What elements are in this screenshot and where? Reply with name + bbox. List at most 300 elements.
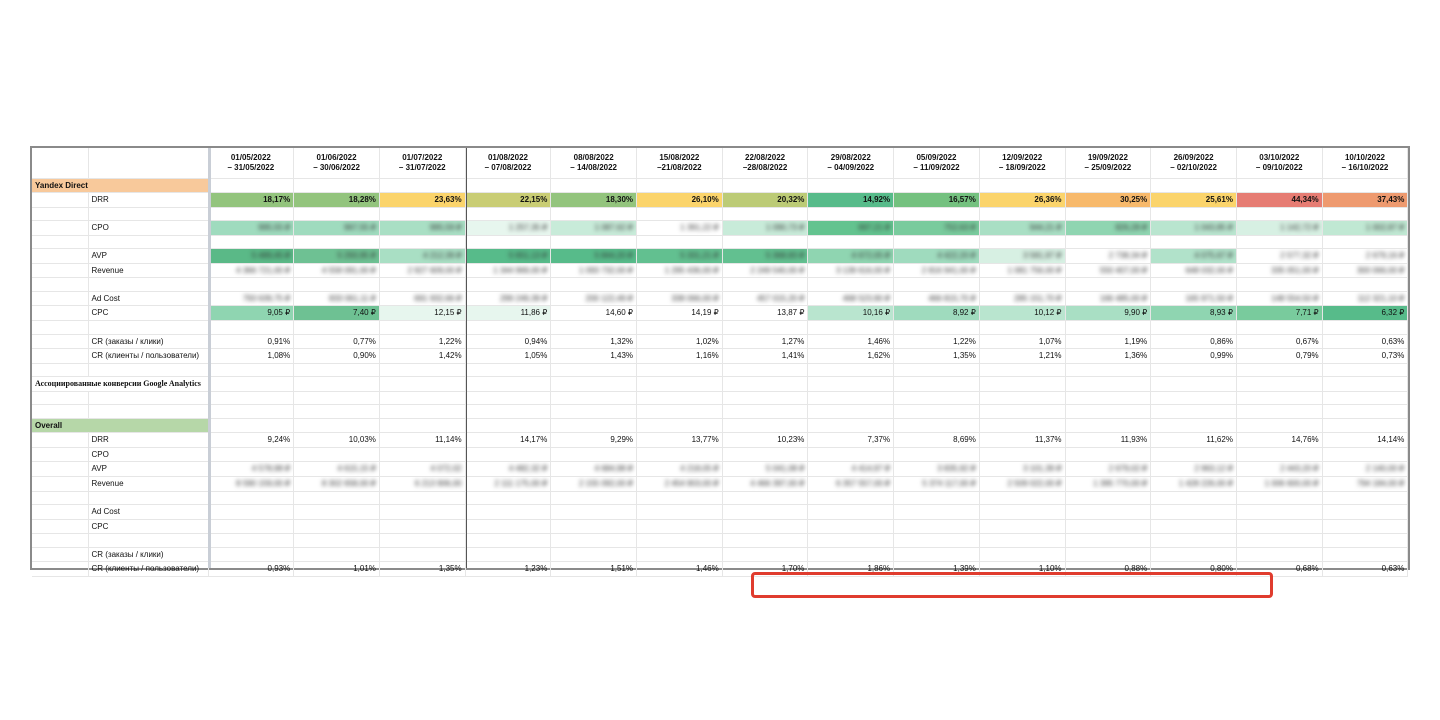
- cell[interactable]: [979, 405, 1065, 419]
- cell[interactable]: [894, 207, 980, 221]
- value-cell[interactable]: [808, 306, 894, 321]
- cell[interactable]: [551, 178, 637, 193]
- value-cell[interactable]: [808, 462, 894, 477]
- value-cell[interactable]: [808, 249, 894, 264]
- cell[interactable]: [551, 235, 637, 249]
- cell[interactable]: [1065, 178, 1151, 193]
- cell[interactable]: [379, 519, 465, 534]
- value-cell[interactable]: [722, 476, 808, 491]
- value-cell[interactable]: [722, 462, 808, 477]
- cell[interactable]: [379, 235, 465, 249]
- cell[interactable]: [808, 363, 894, 377]
- cell[interactable]: [379, 207, 465, 221]
- cell[interactable]: [894, 363, 980, 377]
- cell[interactable]: [379, 418, 465, 433]
- cell[interactable]: [1065, 278, 1151, 292]
- value-cell[interactable]: [1322, 291, 1408, 306]
- cell[interactable]: [1151, 505, 1237, 520]
- cell[interactable]: [32, 221, 88, 236]
- cell[interactable]: [808, 391, 894, 405]
- cell[interactable]: [894, 178, 980, 193]
- cell[interactable]: [808, 178, 894, 193]
- value-cell[interactable]: [551, 433, 637, 448]
- cell[interactable]: [208, 491, 294, 505]
- cell[interactable]: [465, 519, 551, 534]
- cell[interactable]: [32, 306, 88, 321]
- value-cell[interactable]: [1322, 263, 1408, 278]
- value-cell[interactable]: [808, 193, 894, 208]
- cell[interactable]: [551, 391, 637, 405]
- cell[interactable]: [637, 505, 723, 520]
- cell[interactable]: [32, 249, 88, 264]
- value-cell[interactable]: [979, 476, 1065, 491]
- cell[interactable]: [32, 505, 88, 520]
- value-cell[interactable]: [979, 462, 1065, 477]
- period-header[interactable]: [465, 148, 551, 178]
- value-cell[interactable]: [294, 306, 380, 321]
- cell[interactable]: [551, 405, 637, 419]
- value-cell[interactable]: [808, 291, 894, 306]
- value-cell[interactable]: [722, 334, 808, 349]
- cell[interactable]: [894, 235, 980, 249]
- cell[interactable]: [465, 505, 551, 520]
- cell[interactable]: [551, 534, 637, 548]
- cell[interactable]: [208, 418, 294, 433]
- cell[interactable]: [32, 263, 88, 278]
- cell[interactable]: [1065, 377, 1151, 392]
- cell[interactable]: [1236, 491, 1322, 505]
- cell[interactable]: [722, 491, 808, 505]
- value-cell[interactable]: [1065, 306, 1151, 321]
- cell[interactable]: [894, 519, 980, 534]
- value-cell[interactable]: [465, 349, 551, 364]
- value-cell[interactable]: [979, 562, 1065, 577]
- value-cell[interactable]: [808, 349, 894, 364]
- cell[interactable]: [465, 391, 551, 405]
- cell[interactable]: [208, 207, 294, 221]
- cell[interactable]: [1322, 178, 1408, 193]
- cell[interactable]: [637, 235, 723, 249]
- cell[interactable]: [1065, 207, 1151, 221]
- cell[interactable]: [1322, 519, 1408, 534]
- cell[interactable]: [1322, 534, 1408, 548]
- value-cell[interactable]: [379, 193, 465, 208]
- value-cell[interactable]: [1322, 334, 1408, 349]
- value-cell[interactable]: [979, 334, 1065, 349]
- metric-label-cr_orders[interactable]: CR (заказы / клики): [88, 334, 208, 349]
- cell[interactable]: [88, 391, 208, 405]
- value-cell[interactable]: [637, 334, 723, 349]
- cell[interactable]: [551, 363, 637, 377]
- cell[interactable]: [1322, 377, 1408, 392]
- cell[interactable]: [979, 278, 1065, 292]
- cell[interactable]: [894, 447, 980, 462]
- cell[interactable]: [1151, 363, 1237, 377]
- cell[interactable]: [551, 519, 637, 534]
- cell[interactable]: [1236, 178, 1322, 193]
- value-cell[interactable]: [722, 249, 808, 264]
- metric-label-adcost[interactable]: Ad Cost: [88, 505, 208, 520]
- cell[interactable]: [465, 405, 551, 419]
- cell[interactable]: [1151, 405, 1237, 419]
- metric-label-cr_orders[interactable]: CR (заказы / клики): [88, 547, 208, 562]
- cell[interactable]: [465, 207, 551, 221]
- cell[interactable]: [32, 349, 88, 364]
- value-cell[interactable]: [1236, 306, 1322, 321]
- value-cell[interactable]: [379, 349, 465, 364]
- cell[interactable]: [1236, 235, 1322, 249]
- value-cell[interactable]: [1322, 221, 1408, 236]
- cell[interactable]: [465, 178, 551, 193]
- cell[interactable]: [32, 235, 88, 249]
- value-cell[interactable]: [551, 462, 637, 477]
- cell[interactable]: [208, 547, 294, 562]
- metric-label-drr[interactable]: DRR: [88, 193, 208, 208]
- value-cell[interactable]: [1151, 221, 1237, 236]
- value-cell[interactable]: [1236, 263, 1322, 278]
- value-cell[interactable]: [551, 263, 637, 278]
- cell[interactable]: [637, 547, 723, 562]
- cell[interactable]: [1322, 320, 1408, 334]
- value-cell[interactable]: [1236, 221, 1322, 236]
- cell[interactable]: [808, 207, 894, 221]
- value-cell[interactable]: [208, 249, 294, 264]
- cell[interactable]: [979, 235, 1065, 249]
- cell[interactable]: [722, 547, 808, 562]
- value-cell[interactable]: [894, 291, 980, 306]
- cell[interactable]: [722, 534, 808, 548]
- value-cell[interactable]: [1236, 462, 1322, 477]
- cell[interactable]: [808, 447, 894, 462]
- cell[interactable]: [1065, 235, 1151, 249]
- cell[interactable]: [1236, 377, 1322, 392]
- value-cell[interactable]: [1065, 334, 1151, 349]
- cell[interactable]: [894, 278, 980, 292]
- value-cell[interactable]: [808, 334, 894, 349]
- cell[interactable]: [637, 405, 723, 419]
- cell[interactable]: [379, 505, 465, 520]
- cell[interactable]: [1322, 278, 1408, 292]
- cell[interactable]: [979, 491, 1065, 505]
- cell[interactable]: [1065, 363, 1151, 377]
- section-header-ga[interactable]: Ассоциированные конверсии Google Analytics: [32, 377, 208, 392]
- cell[interactable]: [379, 534, 465, 548]
- value-cell[interactable]: [808, 476, 894, 491]
- cell[interactable]: [979, 207, 1065, 221]
- cell[interactable]: [1236, 519, 1322, 534]
- value-cell[interactable]: [808, 433, 894, 448]
- cell[interactable]: [979, 178, 1065, 193]
- value-cell[interactable]: [637, 263, 723, 278]
- cell[interactable]: [1065, 447, 1151, 462]
- value-cell[interactable]: [294, 349, 380, 364]
- value-cell[interactable]: [1151, 263, 1237, 278]
- period-header[interactable]: [208, 148, 294, 178]
- cell[interactable]: [894, 491, 980, 505]
- cell[interactable]: [637, 207, 723, 221]
- value-cell[interactable]: [979, 193, 1065, 208]
- value-cell[interactable]: [979, 249, 1065, 264]
- cell[interactable]: [1151, 178, 1237, 193]
- value-cell[interactable]: [294, 433, 380, 448]
- cell[interactable]: [551, 207, 637, 221]
- cell[interactable]: [1065, 547, 1151, 562]
- cell[interactable]: [32, 433, 88, 448]
- cell[interactable]: [32, 447, 88, 462]
- cell[interactable]: [1236, 391, 1322, 405]
- cell[interactable]: [465, 278, 551, 292]
- cell[interactable]: [1065, 391, 1151, 405]
- cell[interactable]: [294, 377, 380, 392]
- value-cell[interactable]: [465, 334, 551, 349]
- value-cell[interactable]: [1065, 193, 1151, 208]
- cell[interactable]: [1236, 405, 1322, 419]
- cell[interactable]: [208, 391, 294, 405]
- value-cell[interactable]: [979, 263, 1065, 278]
- cell[interactable]: [32, 291, 88, 306]
- cell[interactable]: [32, 562, 88, 577]
- cell[interactable]: [808, 405, 894, 419]
- metric-label-cr_clients[interactable]: CR (клиенты / пользователи): [88, 349, 208, 364]
- value-cell[interactable]: [979, 433, 1065, 448]
- cell[interactable]: [379, 491, 465, 505]
- cell[interactable]: [88, 405, 208, 419]
- value-cell[interactable]: [1065, 249, 1151, 264]
- cell[interactable]: [551, 491, 637, 505]
- period-header[interactable]: [979, 148, 1065, 178]
- cell[interactable]: [551, 547, 637, 562]
- value-cell[interactable]: [1236, 349, 1322, 364]
- value-cell[interactable]: [551, 221, 637, 236]
- cell[interactable]: [808, 519, 894, 534]
- cell[interactable]: [1065, 418, 1151, 433]
- cell[interactable]: [88, 235, 208, 249]
- cell[interactable]: [294, 519, 380, 534]
- cell[interactable]: [1236, 547, 1322, 562]
- cell[interactable]: [465, 491, 551, 505]
- value-cell[interactable]: [722, 291, 808, 306]
- value-cell[interactable]: [294, 462, 380, 477]
- value-cell[interactable]: [894, 249, 980, 264]
- value-cell[interactable]: [465, 249, 551, 264]
- cell[interactable]: [1151, 235, 1237, 249]
- cell[interactable]: [722, 505, 808, 520]
- cell[interactable]: [208, 447, 294, 462]
- cell[interactable]: [637, 447, 723, 462]
- value-cell[interactable]: [294, 291, 380, 306]
- value-cell[interactable]: [208, 193, 294, 208]
- cell[interactable]: [1065, 505, 1151, 520]
- value-cell[interactable]: [637, 462, 723, 477]
- cell[interactable]: [637, 320, 723, 334]
- value-cell[interactable]: [637, 221, 723, 236]
- value-cell[interactable]: [379, 476, 465, 491]
- cell[interactable]: [88, 148, 208, 178]
- value-cell[interactable]: [294, 334, 380, 349]
- cell[interactable]: [1322, 418, 1408, 433]
- value-cell[interactable]: [1065, 433, 1151, 448]
- cell[interactable]: [32, 148, 88, 178]
- value-cell[interactable]: [294, 193, 380, 208]
- period-header[interactable]: [808, 148, 894, 178]
- value-cell[interactable]: [1236, 562, 1322, 577]
- cell[interactable]: [722, 377, 808, 392]
- value-cell[interactable]: [379, 291, 465, 306]
- cell[interactable]: [465, 363, 551, 377]
- cell[interactable]: [1151, 278, 1237, 292]
- value-cell[interactable]: [1236, 476, 1322, 491]
- value-cell[interactable]: [294, 221, 380, 236]
- value-cell[interactable]: [465, 462, 551, 477]
- cell[interactable]: [32, 405, 88, 419]
- cell[interactable]: [465, 447, 551, 462]
- cell[interactable]: [379, 377, 465, 392]
- cell[interactable]: [1236, 320, 1322, 334]
- cell[interactable]: [1322, 547, 1408, 562]
- value-cell[interactable]: [1236, 291, 1322, 306]
- cell[interactable]: [208, 278, 294, 292]
- value-cell[interactable]: [637, 291, 723, 306]
- value-cell[interactable]: [208, 306, 294, 321]
- cell[interactable]: [894, 534, 980, 548]
- cell[interactable]: [637, 377, 723, 392]
- value-cell[interactable]: [379, 249, 465, 264]
- metric-label-cpo[interactable]: CPO: [88, 447, 208, 462]
- cell[interactable]: [808, 320, 894, 334]
- value-cell[interactable]: [894, 334, 980, 349]
- cell[interactable]: [1151, 418, 1237, 433]
- cell[interactable]: [294, 491, 380, 505]
- cell[interactable]: [1065, 320, 1151, 334]
- cell[interactable]: [32, 547, 88, 562]
- cell[interactable]: [88, 278, 208, 292]
- value-cell[interactable]: [637, 562, 723, 577]
- value-cell[interactable]: [294, 249, 380, 264]
- value-cell[interactable]: [551, 349, 637, 364]
- value-cell[interactable]: [379, 334, 465, 349]
- cell[interactable]: [32, 363, 88, 377]
- cell[interactable]: [1151, 547, 1237, 562]
- cell[interactable]: [294, 363, 380, 377]
- cell[interactable]: [722, 519, 808, 534]
- cell[interactable]: [208, 534, 294, 548]
- value-cell[interactable]: [208, 349, 294, 364]
- cell[interactable]: [294, 391, 380, 405]
- cell[interactable]: [894, 320, 980, 334]
- metric-label-cpc[interactable]: CPC: [88, 519, 208, 534]
- cell[interactable]: [1151, 320, 1237, 334]
- cell[interactable]: [1236, 207, 1322, 221]
- cell[interactable]: [32, 391, 88, 405]
- cell[interactable]: [1322, 235, 1408, 249]
- cell[interactable]: [379, 391, 465, 405]
- cell[interactable]: [1322, 391, 1408, 405]
- value-cell[interactable]: [808, 562, 894, 577]
- value-cell[interactable]: [379, 263, 465, 278]
- metric-label-revenue[interactable]: Revenue: [88, 476, 208, 491]
- value-cell[interactable]: [465, 291, 551, 306]
- value-cell[interactable]: [465, 193, 551, 208]
- value-cell[interactable]: [722, 193, 808, 208]
- cell[interactable]: [88, 491, 208, 505]
- cell[interactable]: [808, 547, 894, 562]
- cell[interactable]: [637, 491, 723, 505]
- value-cell[interactable]: [551, 291, 637, 306]
- cell[interactable]: [894, 505, 980, 520]
- value-cell[interactable]: [1065, 291, 1151, 306]
- value-cell[interactable]: [894, 306, 980, 321]
- cell[interactable]: [294, 418, 380, 433]
- value-cell[interactable]: [808, 263, 894, 278]
- cell[interactable]: [979, 418, 1065, 433]
- cell[interactable]: [551, 320, 637, 334]
- value-cell[interactable]: [894, 562, 980, 577]
- cell[interactable]: [722, 391, 808, 405]
- value-cell[interactable]: [722, 562, 808, 577]
- value-cell[interactable]: [551, 193, 637, 208]
- cell[interactable]: [32, 278, 88, 292]
- cell[interactable]: [465, 534, 551, 548]
- cell[interactable]: [979, 534, 1065, 548]
- cell[interactable]: [294, 278, 380, 292]
- cell[interactable]: [379, 447, 465, 462]
- section-header-yandex[interactable]: Yandex Direct: [32, 178, 208, 193]
- value-cell[interactable]: [1065, 263, 1151, 278]
- value-cell[interactable]: [1322, 249, 1408, 264]
- value-cell[interactable]: [1151, 462, 1237, 477]
- cell[interactable]: [808, 534, 894, 548]
- cell[interactable]: [32, 320, 88, 334]
- cell[interactable]: [1151, 491, 1237, 505]
- cell[interactable]: [637, 178, 723, 193]
- cell[interactable]: [722, 235, 808, 249]
- cell[interactable]: [722, 178, 808, 193]
- value-cell[interactable]: [1322, 433, 1408, 448]
- value-cell[interactable]: [379, 306, 465, 321]
- cell[interactable]: [88, 363, 208, 377]
- cell[interactable]: [808, 418, 894, 433]
- cell[interactable]: [465, 547, 551, 562]
- period-header[interactable]: [1322, 148, 1408, 178]
- cell[interactable]: [1322, 491, 1408, 505]
- cell[interactable]: [1322, 405, 1408, 419]
- cell[interactable]: [979, 505, 1065, 520]
- cell[interactable]: [294, 405, 380, 419]
- value-cell[interactable]: [208, 462, 294, 477]
- value-cell[interactable]: [979, 306, 1065, 321]
- period-header[interactable]: [637, 148, 723, 178]
- value-cell[interactable]: [637, 306, 723, 321]
- value-cell[interactable]: [208, 334, 294, 349]
- cell[interactable]: [808, 505, 894, 520]
- value-cell[interactable]: [637, 249, 723, 264]
- value-cell[interactable]: [979, 349, 1065, 364]
- value-cell[interactable]: [208, 562, 294, 577]
- value-cell[interactable]: [1322, 193, 1408, 208]
- value-cell[interactable]: [894, 221, 980, 236]
- value-cell[interactable]: [1151, 306, 1237, 321]
- value-cell[interactable]: [208, 221, 294, 236]
- value-cell[interactable]: [1065, 462, 1151, 477]
- value-cell[interactable]: [294, 476, 380, 491]
- cell[interactable]: [722, 320, 808, 334]
- cell[interactable]: [637, 418, 723, 433]
- value-cell[interactable]: [1322, 462, 1408, 477]
- value-cell[interactable]: [1151, 193, 1237, 208]
- cell[interactable]: [294, 320, 380, 334]
- value-cell[interactable]: [465, 263, 551, 278]
- cell[interactable]: [88, 207, 208, 221]
